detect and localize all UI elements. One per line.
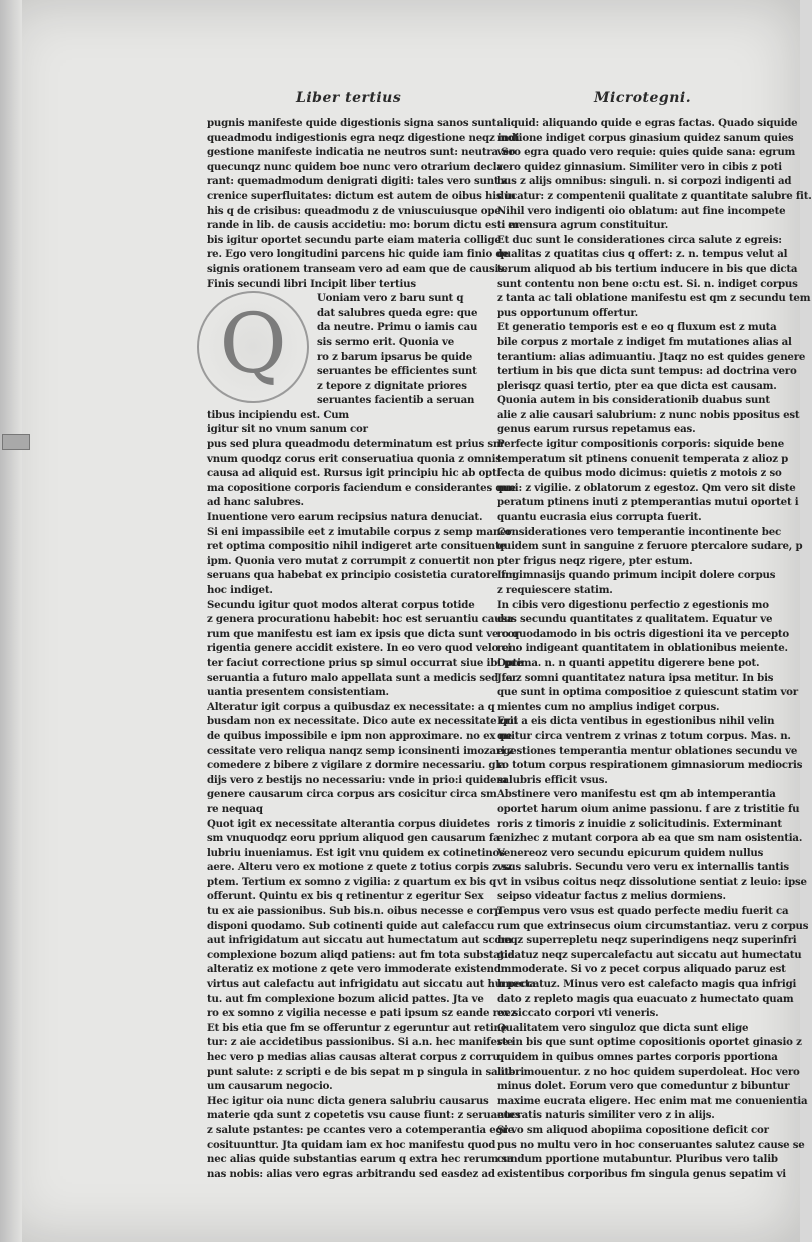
text-line: rant: quemadmodum denigrati digiti: tales vero sunt z bbox=[207, 175, 508, 188]
text-line: terantium: alias adimuantiu. Jtaqz no est quides genere bbox=[497, 350, 806, 363]
text-line: qualitas z quatitas cius q offert: z. n. tempus velut al bbox=[497, 248, 788, 261]
text-line: busdam non ex necessitate. Dico aute ex necessitate qui bbox=[207, 715, 518, 728]
text-line: cessitate vero reliqua nanqz semp iconsinenti imozari z bbox=[207, 744, 514, 757]
text-line: Venereoz vero secundu epicurum quidem nullus bbox=[497, 846, 764, 859]
text-line: reno indigeant quantitatem in oblationibus meiente. bbox=[497, 642, 788, 655]
text-line: cosituunttur. Jta quidam iam ex hoc manifestu quod bbox=[207, 1138, 496, 1151]
text-line: fecta de quibus modo dicimus: quietis z motois z so bbox=[497, 467, 782, 480]
text-line: ducatur: z compentenii qualitate z quantitate salubre fit. bbox=[497, 189, 812, 202]
text-line: ma copositione corporis faciendum e considerantes que bbox=[207, 481, 516, 494]
text-line: Erit a eis dicta ventibus in egestionibus nihil velin bbox=[497, 715, 775, 728]
text-line: pus sed plura queadmodu determinatum est prius sm bbox=[207, 438, 504, 451]
text-line: motione indiget corpus ginasium quidez sanum quies bbox=[497, 131, 794, 144]
text-line: egestiones temperantia mentur oblationes secundu ve bbox=[497, 744, 798, 757]
text-line: Secundu igitur quot modos alterat corpus totide bbox=[207, 598, 475, 611]
text-line: ro totum corpus respirationem gimnasiorum mediocris bbox=[497, 759, 803, 772]
text-line: ex siccato corpori vti veneris. bbox=[497, 1007, 659, 1020]
text-line: Considerationes vero temperantie incontinente bec bbox=[497, 525, 781, 538]
text-line: bile corpus z mortale z indiget fm mutationes alias al bbox=[497, 335, 792, 348]
text-line: peratum ptinens inuti z ptemperantias mutui oportet i bbox=[497, 496, 799, 509]
text-line: rum que extrinsecus oium circumstantiaz. veru z corpus bbox=[497, 919, 809, 932]
text-line: Hec igitur oia nunc dicta genera salubriu causarus bbox=[207, 1094, 489, 1107]
text-line: rigentia genere accidit existere. In eo vero quod velo ci bbox=[207, 642, 512, 655]
text-line: Et bis etia que fm se offeruntur z egeruntur aut retine bbox=[207, 1021, 507, 1034]
text-line: salubris efficit vsus. bbox=[497, 773, 608, 786]
text-line: oportet harum oium anime passionu. f are z tristitie fu bbox=[497, 802, 800, 815]
text-line: ptem. Tertium ex somno z vigilia: z quartum ex bis q bbox=[207, 875, 497, 888]
text-line: cundum pportione mutabuntur. Pluribus vero talib bbox=[497, 1153, 778, 1166]
text-line: Finis secundi libri Incipit liber tertius bbox=[207, 277, 416, 290]
text-line: Si eni impassibile eet z imutabile corpus z semp maner bbox=[207, 525, 512, 538]
text-line: virtus aut calefactu aut infrigidatu aut siccatu aut humecta bbox=[207, 978, 536, 991]
text-line: Abstinere vero manifestu est qm ab intemperantia bbox=[497, 788, 776, 801]
text-line: pugnis manifeste quide digestionis signa sanos sunt: bbox=[207, 117, 500, 129]
text-line: h peccatuz. Minus vero est calefacto magis qua infrigi bbox=[497, 978, 797, 991]
text-line: igitur sit no vnum sanum cor bbox=[207, 423, 368, 436]
text-line: re nequaq bbox=[207, 802, 263, 815]
text-line: ro quodamodo in bis octris digestioni ita ve percepto bbox=[497, 627, 790, 640]
text-line: terum aliquod ab bis tertium inducere in bis que dicta bbox=[497, 262, 798, 275]
text-line: Perfecte igitur compositionis corporis: siquide bene bbox=[497, 438, 784, 451]
text-line: Alteratur igit corpus a quibusdaz ex necessitate: a q bbox=[207, 700, 495, 713]
text-line: bis igitur oportet secundu parte eiam materia collige bbox=[207, 233, 501, 246]
text-line: sunt contentu non bene o:ctu est. Si. n. indiget corpus bbox=[497, 277, 798, 290]
text-line: z genera procurationu habebit: hoc est seruantiu causa bbox=[207, 613, 514, 626]
text-line: signis orationem transeam vero ad eam que de causis. bbox=[207, 262, 508, 275]
text-line: tu. aut fm complexione bozum alicid pattes. Jta ve bbox=[207, 992, 484, 1005]
text-line: z requiescere statim. bbox=[497, 584, 613, 596]
text-line: tibus incipiendu est. Cum bbox=[207, 408, 350, 421]
text-line: que sunt in optima compositioe z quiescunt statim vor bbox=[497, 686, 798, 699]
running-header-left: Liber tertius bbox=[296, 90, 402, 106]
text-line: nas nobis: alias vero egras arbitrandu sed easdez ad bbox=[207, 1167, 495, 1180]
text-line: quecunqz nunc quidem boe nunc vero otrarium decla bbox=[207, 160, 503, 173]
text-line: eucratis naturis similiter vero z in alijs. bbox=[497, 1109, 715, 1122]
text-line: ro z barum ipsarus be quide bbox=[317, 350, 473, 363]
text-line: dijs vero z bestijs no necessariu: vnde in prio:i quidem bbox=[207, 773, 507, 786]
text-line: existentibus corporibus fm singula genus sepatim vi bbox=[497, 1167, 786, 1180]
text-line: de quibus impossibile e ipm non approximare. no ex ne bbox=[207, 729, 513, 742]
text-line: sm vnuquodqz eoru pprium aliquod gen causarum fa bbox=[207, 832, 500, 845]
text-line: Uoniam vero z baru sunt q bbox=[317, 292, 464, 305]
text-line: rum que manifestu est iam ex ipsis que dicta sunt ve cor bbox=[207, 627, 520, 640]
text-line: lubriu inueniamus. Est igit vnu quidem ex cotinetinos bbox=[207, 846, 505, 859]
text-line: dato z repleto magis qua euacuato z humectato quam bbox=[497, 992, 794, 1005]
text-line: re in bis que sunt optime copositionis oportet ginasio z bbox=[497, 1036, 802, 1049]
text-line: ro ex somno z vigilia necesse e pati ipsum sz eande roez bbox=[207, 1007, 517, 1020]
text-line: plerisqz quasi tertio, pter ea que dicta est causam. bbox=[497, 379, 777, 392]
text-line: mientes cum no amplius indiget corpus. bbox=[497, 700, 720, 713]
text-line: Qualitatem vero singuloz que dicta sunt elige bbox=[497, 1021, 749, 1034]
text-line: maxime eucrata eligere. Hec enim mat me conuenientia bbox=[497, 1094, 808, 1107]
text-line: tertium in bis que dicta sunt tempus: ad doctrina vero bbox=[497, 365, 797, 378]
text-line: temperatum sit ptinens conuenit temperata z alioz p bbox=[497, 452, 789, 465]
text-line: sis sermo erit. Quonia ve bbox=[317, 335, 455, 348]
text-line: nec alias quide substantias earum q extra hec rerum sa bbox=[207, 1153, 514, 1166]
text-line: genere causarum circa corpus ars cosicitur circa sm bbox=[207, 788, 497, 801]
running-header-right: Microtegni. bbox=[594, 90, 692, 106]
text-line: z tanta ac tali oblatione manifestu est qm z secundu tem bbox=[497, 292, 811, 305]
text-line: punt salute: z scripti e de bis sepat m p singula in salubri bbox=[207, 1065, 525, 1078]
illuminated-initial: Q bbox=[197, 291, 309, 403]
text-line: aut infrigidatum aut siccatu aut humectatum aut scdm bbox=[207, 934, 512, 947]
text-line: roris z timoris z inuidie z solicitudinis. Exterminant bbox=[497, 817, 782, 830]
text-line: Inuentione vero earum recipsius natura denuciat. bbox=[207, 511, 483, 524]
text-line: quitur circa ventrem z vrinas z totum corpus. Mas. n. bbox=[497, 729, 791, 742]
text-line: da neutre. Primu o iamis cau bbox=[317, 321, 478, 334]
text-line: Optima. n. n quanti appetitu digerere bene pot. bbox=[497, 656, 760, 669]
text-line: vero egra quado vero requie: quies quide sana: egrum bbox=[497, 146, 796, 159]
text-line: neqz superrepletu neqz superindigens neqz superinfri bbox=[497, 934, 797, 947]
text-line: minus dolet. Eorum vero que comeduntur z bibuntur bbox=[497, 1080, 790, 1093]
text-line: quidem sunt in sanguine z feruore ptercalore sudare, p bbox=[497, 540, 803, 553]
binding-gutter bbox=[0, 0, 22, 1242]
text-line: quidem in quibus omnes partes corporis pportiona bbox=[497, 1051, 778, 1063]
text-line: Tempus vero vsus est quado perfecte mediu fuerit ca bbox=[497, 905, 789, 918]
text-line: vnum quodqz corus erit conseruatiua quonia z omnis bbox=[207, 452, 501, 465]
text-line: enizhec z mutant corpora ab ea que sm nam osistentia. bbox=[497, 832, 803, 845]
text-line: aliquid: aliquando quide e egras factas. Quado siquide bbox=[497, 117, 798, 129]
text-line: Et generatio temporis est e eo q fluxum est z muta bbox=[497, 321, 777, 334]
text-line: causa ad aliquid est. Rursus igit principiu hic ab opti bbox=[207, 467, 501, 480]
text-column-left bbox=[207, 116, 536, 1180]
text-line: ti mensura agrum constituitur. bbox=[497, 219, 669, 232]
text-line: pter frigus neqz rigere, pter estum. bbox=[497, 554, 693, 567]
text-line: tu ex aie passionibus. Sub bis.n. oibus necesse e corp bbox=[207, 905, 502, 918]
text-line: In cibis vero digestionu perfectio z egestionis mo bbox=[497, 598, 769, 611]
text-line: seruans qua habebat ex principio cosistetia curatore fm bbox=[207, 569, 516, 582]
text-line: hoc indiget. bbox=[207, 584, 273, 596]
text-line: Et duc sunt le considerationes circa salute z egreis: bbox=[497, 233, 782, 246]
text-line: gidatuz neqz supercalefactu aut siccatu aut humectatu bbox=[497, 948, 802, 961]
text-line: immoderate. Si vo z pecet corpus aliquado paruz est bbox=[497, 963, 786, 976]
text-line: Nihil vero indigenti oio oblatum: aut fine incompete bbox=[497, 204, 786, 217]
text-line: mni: z vigilie. z oblatorum z egestoz. Qm vero sit diste bbox=[497, 481, 796, 494]
text-line: uantia presentem consistentiam. bbox=[207, 686, 389, 699]
text-line: his q de crisibus: queadmodu z de vniuscuiusque ope bbox=[207, 204, 501, 217]
text-line: vero quidez ginnasium. Similiter vero in cibis z poti bbox=[497, 160, 782, 173]
text-line: offerunt. Quintu ex bis q retinentur z egeritur Sex bbox=[207, 890, 484, 903]
text-line: comedere z bibere z vigilare z dormire necessariu. gla bbox=[207, 759, 506, 772]
text-line: z salute pstantes: pe ccantes vero a cotemperantia egre bbox=[207, 1123, 514, 1136]
text-line: seruantes be efficientes sunt bbox=[317, 365, 477, 378]
text-line: Jta z somni quantitatez natura ipsa metitur. In bis bbox=[497, 671, 774, 684]
text-line: tur: z aie accidetibus passionibus. Si a.n. hec manifeste bbox=[207, 1036, 514, 1049]
text-line: alteratiz ex motione z qete vero immoderate existend bbox=[207, 963, 501, 976]
text-line: seruantes facientib a seruan bbox=[317, 394, 475, 407]
text-line: materie qda sunt z copetetis vsu cause fiunt: z seruantes bbox=[207, 1109, 521, 1122]
text-line: ad hanc salubres. bbox=[207, 496, 304, 509]
text-line: Quonia autem in bis considerationib duabus sunt bbox=[497, 394, 770, 407]
text-line: complexione bozum aliqd patiens: aut fm tota substatia bbox=[207, 948, 515, 961]
text-line: seipso videatur factus z melius dormiens. bbox=[497, 890, 726, 903]
page-tab-marker bbox=[2, 434, 30, 450]
text-line: liter mouentur. z no hoc quidem superdoleat. Hoc vero bbox=[497, 1065, 800, 1078]
text-line: pus no multu vero in hoc conseruantes salutez cause se bbox=[497, 1138, 805, 1151]
text-line: quantu eucrasia eius corrupta fuerit. bbox=[497, 511, 702, 524]
text-line: um causarum negocio. bbox=[207, 1080, 333, 1093]
text-line: vt in vsibus coitus neqz dissolutione sentiat z leuio: ipse bbox=[497, 875, 807, 888]
text-line: gestione manifeste indicatia ne neutros sunt: neutra So bbox=[207, 146, 516, 159]
text-line: seruantia a futuro malo appellata sunt a medicis sed fer bbox=[207, 671, 518, 684]
text-line: vsus salubris. Secundu vero veru ex internallis tantis bbox=[497, 861, 789, 874]
text-line: hec vero p medias alias causas alterat corpus z corru bbox=[207, 1051, 500, 1063]
text-line: pus opportunum offertur. bbox=[497, 306, 638, 319]
text-line: Quot igit ex necessitate alterantia corpus diuidetes bbox=[207, 817, 490, 830]
text-line: alie z alie causari salubrium: z nunc nobis ppositus est bbox=[497, 408, 800, 421]
text-line: In gimnasijs quando primum incipit dolere corpus bbox=[497, 569, 776, 582]
text-line: ter faciut correctione prius sp simul occurrat siue ibi pre bbox=[207, 656, 523, 669]
text-line: Si vo sm aliquod abopiima copositione deficit cor bbox=[497, 1123, 769, 1136]
text-line: ipm. Quonia vero mutat z corrumpit z conuertit non bbox=[207, 554, 495, 567]
text-line: bus z alijs omnibus: singuli. n. si corpozi indigenti ad bbox=[497, 175, 792, 188]
text-line: rande in lib. de causis accidetiu: mo: borum dictu est: er bbox=[207, 219, 520, 232]
text-line: crenice superfluitates: dictum est autem de oibus his in bbox=[207, 189, 516, 202]
text-line: queadmodu indigestionis egra neqz digestione neqz indi bbox=[207, 131, 520, 144]
text-line: dus secundu quantitates z qualitatem. Equatur ve bbox=[497, 613, 773, 626]
text-line: genus earum rursus repetamus eas. bbox=[497, 423, 696, 436]
text-line: z tepore z dignitate priores bbox=[317, 379, 467, 392]
text-line: re. Ego vero longitudini parcens hic quide iam finio de bbox=[207, 248, 509, 261]
text-column-right bbox=[497, 116, 812, 1180]
text-line: dat salubres queda egre: que bbox=[317, 306, 478, 319]
text-line: aere. Alteru vero ex motione z quete z totius corpis z sz bbox=[207, 861, 513, 874]
text-line: ret optima compositio nihil indigeret arte consituente bbox=[207, 540, 506, 553]
text-line: disponi quodamo. Sub cotinenti quide aut calefaccu bbox=[207, 919, 495, 932]
